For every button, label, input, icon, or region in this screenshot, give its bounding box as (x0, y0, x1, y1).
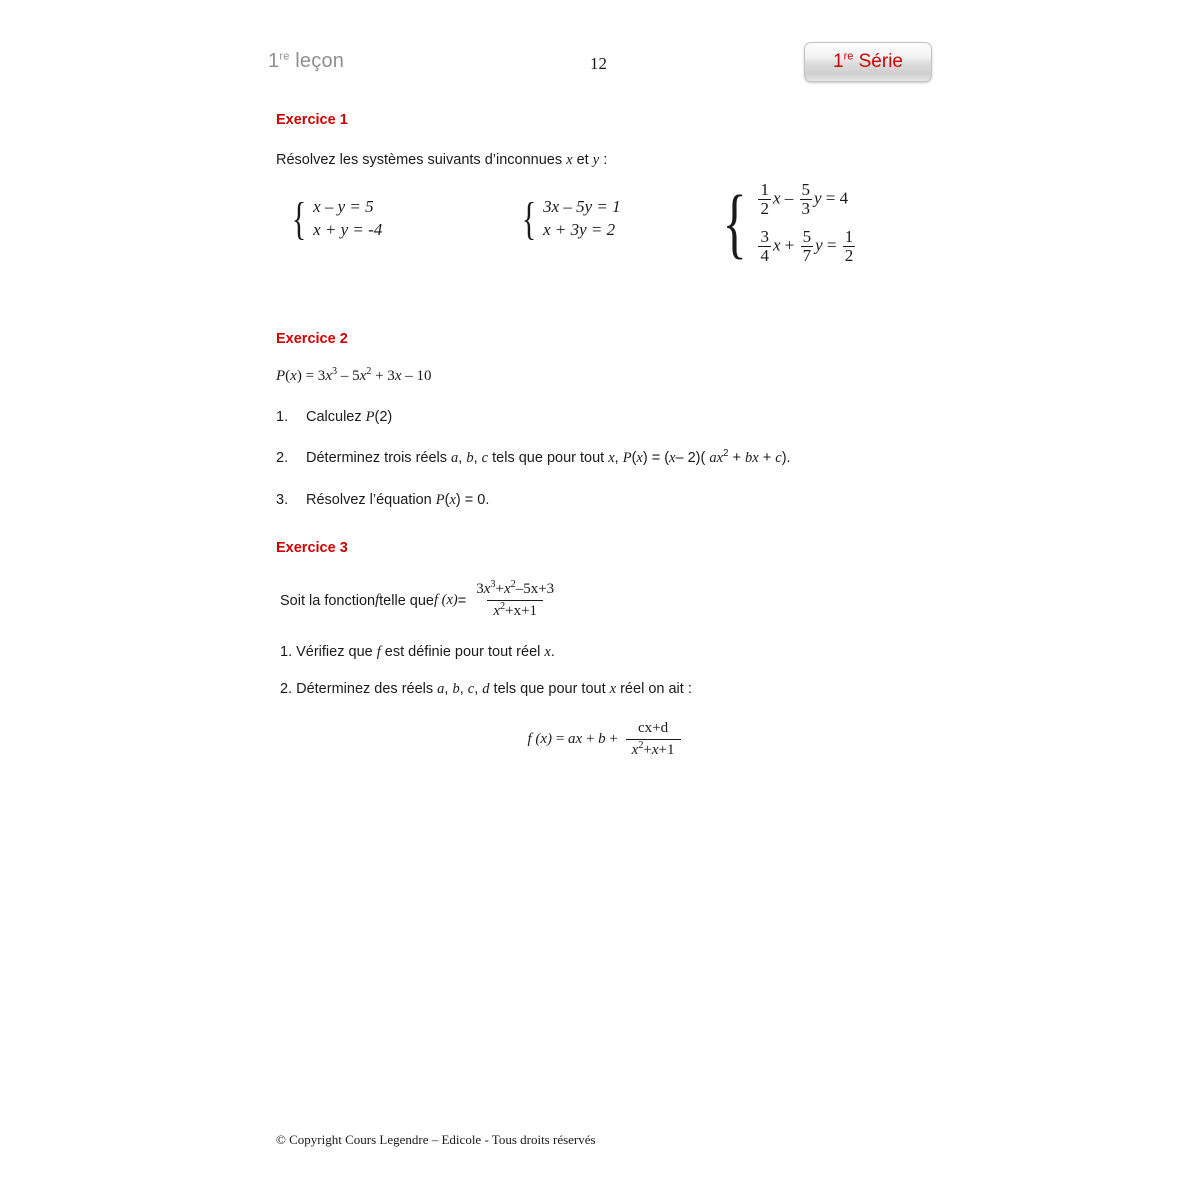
exercise-3-title: Exercice 3 (276, 539, 348, 556)
fraction-numerator: 1 (844, 226, 854, 246)
page-header (268, 44, 932, 94)
eq3-2-var-x: x (772, 234, 781, 254)
copyright-footer: © Copyright Cours Legendre – Edicole - Tous droits réservés (276, 1132, 596, 1147)
fraction-numerator: 5 (801, 180, 810, 200)
polynomial-argument: (x) (285, 368, 302, 385)
eq3-1-operator: – (784, 188, 794, 208)
function-intro-part2: telle que (379, 592, 434, 609)
series-badge-label (833, 51, 903, 73)
series-badge-superscript: re (843, 50, 854, 63)
exercise-2-polynomial (276, 367, 936, 385)
function-symbol-f: f (375, 592, 380, 609)
left-brace-icon: { (521, 192, 537, 244)
series-badge-number: 1 (833, 51, 844, 72)
document-content (276, 112, 936, 759)
equation-system-2-line-1: 3x – 5y = 1 (543, 197, 621, 217)
exercise-3-question-2: 2. Déterminez des réels a, b, c, d tels que pour tout x réel on ait : (280, 680, 692, 697)
fraction-five-thirds (800, 181, 813, 218)
exercise-1-variable-x: x (566, 152, 573, 168)
fraction-one-half-rhs (843, 228, 856, 265)
fraction-numerator: 1 (760, 180, 769, 200)
formula-plus-1: + (582, 731, 599, 748)
exercise-1-instruction (276, 150, 936, 171)
formula-equals: = (552, 731, 569, 748)
item-marker: 3. (276, 491, 289, 508)
equation-system-3-line-1 (756, 181, 857, 218)
exercise-3-block (276, 540, 936, 760)
lesson-label (268, 50, 344, 73)
eq3-2-var-y: y (815, 234, 823, 254)
equation-system-3-lines (756, 181, 857, 264)
item-text: Résolvez l’équation P(x) = 0. (306, 491, 490, 508)
equation-system-1-line-2: x + y = -4 (313, 220, 383, 240)
eq3-2-equals-sign: = (826, 234, 837, 254)
fraction-denominator: 2 (844, 245, 854, 265)
exercise-3-final-formula (276, 720, 936, 760)
item-text: Calculez P(2) (306, 409, 393, 426)
exercise-1-title: Exercice 1 (276, 112, 348, 128)
formula-lhs: f (x) (527, 731, 553, 748)
equation-system-3-line-2 (756, 228, 857, 265)
fraction-denominator: 4 (760, 245, 769, 265)
fraction-denominator: 7 (802, 245, 812, 265)
exercise-2-items (276, 407, 936, 510)
function-equals: = (457, 592, 467, 609)
equation-system-2 (518, 192, 621, 244)
lesson-label-superscript: re (279, 50, 290, 63)
equation-system-2-line-2: x + 3y = 2 (543, 220, 616, 240)
fraction-denominator: 3 (801, 198, 810, 218)
item-text: Déterminez trois réels a, b, c tels que pour tout x, P(x) = (x– 2)( $ax^2$ + bx + c). (306, 448, 791, 467)
exercise-1-instruction-part2: et (572, 152, 593, 168)
eq3-1-rhs: = 4 (825, 188, 849, 208)
formula-fraction (626, 720, 681, 760)
eq3-1-var-y: y (814, 188, 822, 208)
page-number: 12 (590, 54, 607, 73)
equation-system-3 (716, 178, 857, 266)
equation-system-1 (288, 192, 383, 244)
exercise-1-variable-y: y (592, 152, 600, 168)
fraction-numerator: $3x^3+x^2-5x+3$ (476, 579, 555, 598)
series-badge-text: Série (853, 51, 903, 72)
eq3-1-var-x: x (772, 188, 781, 208)
exercise-2-block (276, 331, 936, 510)
exercise-1-instruction-part3: : (599, 152, 608, 168)
fraction-numerator: 3 (760, 226, 769, 246)
formula-b: b (598, 731, 606, 748)
exercise-2-title: Exercice 2 (276, 331, 348, 348)
lesson-label-number: 1 (268, 50, 280, 72)
list-item (276, 407, 936, 427)
list-item (276, 490, 936, 510)
formula-plus-2: + (605, 731, 622, 748)
function-fraction (470, 581, 560, 621)
fraction-numerator: cx+d (638, 719, 669, 736)
series-badge (804, 42, 932, 82)
equation-system-2-lines (543, 197, 621, 240)
item-marker: 2. (276, 450, 289, 467)
fraction-three-quarters (758, 228, 771, 265)
exercise-3-question-1: 1. Vérifiez que f est définie pour tout réel x. (280, 643, 555, 660)
fraction-five-sevenths (801, 228, 814, 265)
fraction-denominator: 2 (760, 198, 769, 218)
equation-system-1-line-1: x – y = 5 (313, 197, 374, 217)
function-intro-part1: Soit la fonction (280, 592, 376, 609)
eq3-2-operator: + (784, 234, 795, 254)
list-item (276, 448, 936, 468)
left-brace-icon: { (291, 192, 307, 244)
item-marker: 1. (276, 409, 289, 426)
function-of-x: f (x) (433, 592, 458, 609)
fraction-denominator: $x^2+x+1$ (626, 739, 681, 759)
exercise-1-instruction-part1: Résolvez les systèmes suivants d’inconnues (276, 152, 567, 168)
exercise-1-block (276, 112, 936, 279)
lesson-label-text: leçon (289, 50, 345, 72)
formula-ax-plus-b: ax (568, 731, 583, 748)
fraction-one-half (758, 181, 771, 218)
polynomial-body: = $3x^3 - 5x^2 + 3x - 10$ (301, 366, 432, 385)
left-brace-icon: { (722, 178, 747, 266)
equation-system-1-lines (313, 197, 382, 240)
equation-systems-row (276, 178, 936, 279)
fraction-denominator: $x^2+x+1$ (487, 600, 543, 620)
polynomial-name: P (276, 368, 286, 385)
exercise-3-function-definition (276, 578, 936, 624)
fraction-numerator: 5 (802, 226, 812, 246)
